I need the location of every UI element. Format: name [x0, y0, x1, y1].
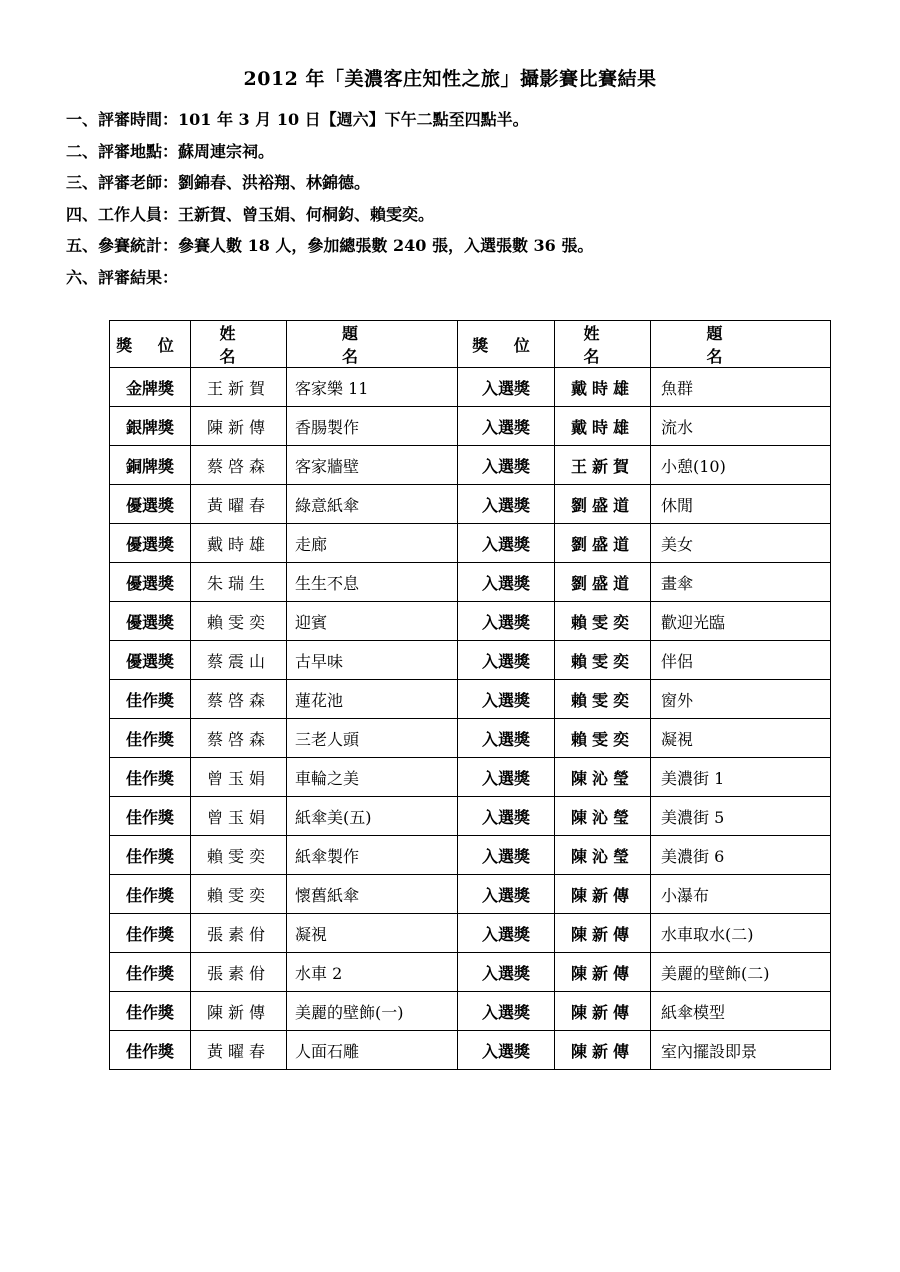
- table-header-row: [110, 321, 831, 368]
- title-cell-2: 窗外: [651, 680, 831, 719]
- name-cell: 賴雯奕: [191, 836, 287, 875]
- name-cell: 陳新傳: [191, 407, 287, 446]
- table-row: [110, 914, 831, 953]
- name-cell-2: 王新賀: [555, 446, 651, 485]
- title-cell-2: 休閒: [651, 485, 831, 524]
- title-cell: 古早味: [287, 641, 458, 680]
- award-cell-2: 入選獎: [458, 836, 555, 875]
- name-cell-2: 陳新傳: [555, 1031, 651, 1070]
- award-cell-2: 入選獎: [458, 602, 555, 641]
- table-row: [110, 602, 831, 641]
- results-table: [109, 320, 831, 1070]
- name-cell-2: 戴時雄: [555, 368, 651, 407]
- award-cell-2: 入選獎: [458, 368, 555, 407]
- award-cell: 佳作獎: [110, 758, 191, 797]
- title-cell: 香腸製作: [287, 407, 458, 446]
- header-name-2: 姓 名: [555, 321, 651, 368]
- award-cell-2: 入選獎: [458, 875, 555, 914]
- title-cell-2: 美女: [651, 524, 831, 563]
- name-cell: 黃曜春: [191, 1031, 287, 1070]
- title-cell-2: 流水: [651, 407, 831, 446]
- title-cell: 人面石雕: [287, 1031, 458, 1070]
- table-row: [110, 836, 831, 875]
- name-cell-2: 陳新傳: [555, 953, 651, 992]
- title-cell-2: 小瀑布: [651, 875, 831, 914]
- title-cell-2: 紙傘模型: [651, 992, 831, 1031]
- award-cell: 優選獎: [110, 602, 191, 641]
- award-cell: 佳作獎: [110, 719, 191, 758]
- award-cell: 佳作獎: [110, 875, 191, 914]
- name-cell-2: 賴雯奕: [555, 719, 651, 758]
- table-row: [110, 485, 831, 524]
- name-cell-2: 陳沁瑩: [555, 836, 651, 875]
- award-cell-2: 入選獎: [458, 758, 555, 797]
- title-cell: 紙傘製作: [287, 836, 458, 875]
- title-cell: 綠意紙傘: [287, 485, 458, 524]
- award-cell-2: 入選獎: [458, 485, 555, 524]
- name-cell-2: 賴雯奕: [555, 641, 651, 680]
- award-cell-2: 入選獎: [458, 680, 555, 719]
- award-cell-2: 入選獎: [458, 563, 555, 602]
- title-cell-2: 歡迎光臨: [651, 602, 831, 641]
- title-cell-2: 魚群: [651, 368, 831, 407]
- title-cell: 美麗的壁飾(一): [287, 992, 458, 1031]
- award-cell-2: 入選獎: [458, 914, 555, 953]
- name-cell: 朱瑞生: [191, 563, 287, 602]
- name-cell: 曾玉娟: [191, 797, 287, 836]
- title-cell: 蓮花池: [287, 680, 458, 719]
- info-list: [66, 104, 846, 293]
- name-cell: 陳新傳: [191, 992, 287, 1031]
- info-item-time: 一、評審時間：101 年 3 月 10 日【週六】下午二點至四點半。: [66, 110, 529, 129]
- award-cell: 優選獎: [110, 485, 191, 524]
- award-cell: 優選獎: [110, 563, 191, 602]
- name-cell: 王新賀: [191, 368, 287, 407]
- award-cell-2: 入選獎: [458, 953, 555, 992]
- award-cell: 銅牌獎: [110, 446, 191, 485]
- title-cell: 迎賓: [287, 602, 458, 641]
- page-title: 2012 年「美濃客庄知性之旅」攝影賽比賽結果: [243, 68, 657, 90]
- title-cell-2: 畫傘: [651, 563, 831, 602]
- header-award: 獎 位: [110, 321, 191, 368]
- table-row: [110, 1031, 831, 1070]
- name-cell: 賴雯奕: [191, 602, 287, 641]
- table-row: [110, 680, 831, 719]
- name-cell: 蔡啓森: [191, 446, 287, 485]
- name-cell: 蔡啓森: [191, 719, 287, 758]
- table-row: [110, 758, 831, 797]
- title-cell-2: 小憩(10): [651, 446, 831, 485]
- name-cell-2: 賴雯奕: [555, 680, 651, 719]
- title-cell: 客家牆壁: [287, 446, 458, 485]
- info-item-location: 二、評審地點：蘇周連宗祠。: [66, 141, 275, 161]
- name-cell-2: 陳新傳: [555, 914, 651, 953]
- table-row: [110, 368, 831, 407]
- name-cell-2: 陳沁瑩: [555, 797, 651, 836]
- name-cell: 蔡啓森: [191, 680, 287, 719]
- award-cell: 優選獎: [110, 641, 191, 680]
- info-item-results: 六、評審結果：: [66, 267, 179, 287]
- table-row: [110, 875, 831, 914]
- award-cell-2: 入選獎: [458, 446, 555, 485]
- name-cell-2: 陳沁瑩: [555, 758, 651, 797]
- award-cell: 佳作獎: [110, 836, 191, 875]
- table-row: [110, 953, 831, 992]
- name-cell-2: 戴時雄: [555, 407, 651, 446]
- name-cell: 曾玉娟: [191, 758, 287, 797]
- title-cell-2: 伴侶: [651, 641, 831, 680]
- award-cell: 銀牌獎: [110, 407, 191, 446]
- award-cell-2: 入選獎: [458, 407, 555, 446]
- title-cell-2: 美濃街 5: [651, 797, 831, 836]
- award-cell: 佳作獎: [110, 797, 191, 836]
- title-cell-2: 美濃街 6: [651, 836, 831, 875]
- table-row: [110, 524, 831, 563]
- award-cell-2: 入選獎: [458, 992, 555, 1031]
- award-cell: 佳作獎: [110, 953, 191, 992]
- name-cell: 戴時雄: [191, 524, 287, 563]
- title-cell: 生生不息: [287, 563, 458, 602]
- name-cell-2: 劉盛道: [555, 485, 651, 524]
- award-cell: 佳作獎: [110, 992, 191, 1031]
- title-cell: 紙傘美(五): [287, 797, 458, 836]
- title-cell: 三老人頭: [287, 719, 458, 758]
- name-cell-2: 陳新傳: [555, 992, 651, 1031]
- award-cell-2: 入選獎: [458, 524, 555, 563]
- title-cell: 懷舊紙傘: [287, 875, 458, 914]
- award-cell: 金牌獎: [110, 368, 191, 407]
- title-cell-2: 凝視: [651, 719, 831, 758]
- name-cell: 黃曜春: [191, 485, 287, 524]
- name-cell: 賴雯奕: [191, 875, 287, 914]
- table-row: [110, 641, 831, 680]
- name-cell-2: 劉盛道: [555, 563, 651, 602]
- award-cell: 佳作獎: [110, 1031, 191, 1070]
- award-cell: 佳作獎: [110, 914, 191, 953]
- name-cell-2: 陳新傳: [555, 875, 651, 914]
- table-body: [110, 368, 831, 1070]
- header-award-2: 獎 位: [458, 321, 555, 368]
- title-cell: 走廊: [287, 524, 458, 563]
- table-row: [110, 446, 831, 485]
- info-item-statistics: 五、參賽統計：參賽人數 18 人，參加總張數 240 張，入選張數 36 張。: [66, 236, 594, 255]
- title-cell-2: 美麗的壁飾(二): [651, 953, 831, 992]
- name-cell-2: 劉盛道: [555, 524, 651, 563]
- title-cell-2: 室內擺設即景: [651, 1031, 831, 1070]
- table-row: [110, 407, 831, 446]
- name-cell: 張素佾: [191, 914, 287, 953]
- table-row: [110, 563, 831, 602]
- award-cell-2: 入選獎: [458, 641, 555, 680]
- title-cell-2: 美濃街 1: [651, 758, 831, 797]
- title-cell: 車輪之美: [287, 758, 458, 797]
- table-row: [110, 719, 831, 758]
- name-cell: 張素佾: [191, 953, 287, 992]
- title-cell: 客家樂 11: [287, 368, 458, 407]
- award-cell-2: 入選獎: [458, 719, 555, 758]
- award-cell-2: 入選獎: [458, 1031, 555, 1070]
- title-cell: 凝視: [287, 914, 458, 953]
- header-name: 姓 名: [191, 321, 287, 368]
- name-cell: 蔡震山: [191, 641, 287, 680]
- header-title: 題 名: [287, 321, 458, 368]
- info-item-staff: 四、工作人員：王新賀、曾玉娟、何桐鈞、賴雯奕。: [66, 204, 435, 224]
- table-row: [110, 992, 831, 1031]
- award-cell: 優選獎: [110, 524, 191, 563]
- header-title-2: 題 名: [651, 321, 831, 368]
- title-cell-2: 水車取水(二): [651, 914, 831, 953]
- name-cell-2: 賴雯奕: [555, 602, 651, 641]
- title-cell: 水車 2: [287, 953, 458, 992]
- table-row: [110, 797, 831, 836]
- award-cell: 佳作獎: [110, 680, 191, 719]
- info-item-judges: 三、評審老師：劉錦春、洪裕翔、林錦德。: [66, 173, 371, 192]
- award-cell-2: 入選獎: [458, 797, 555, 836]
